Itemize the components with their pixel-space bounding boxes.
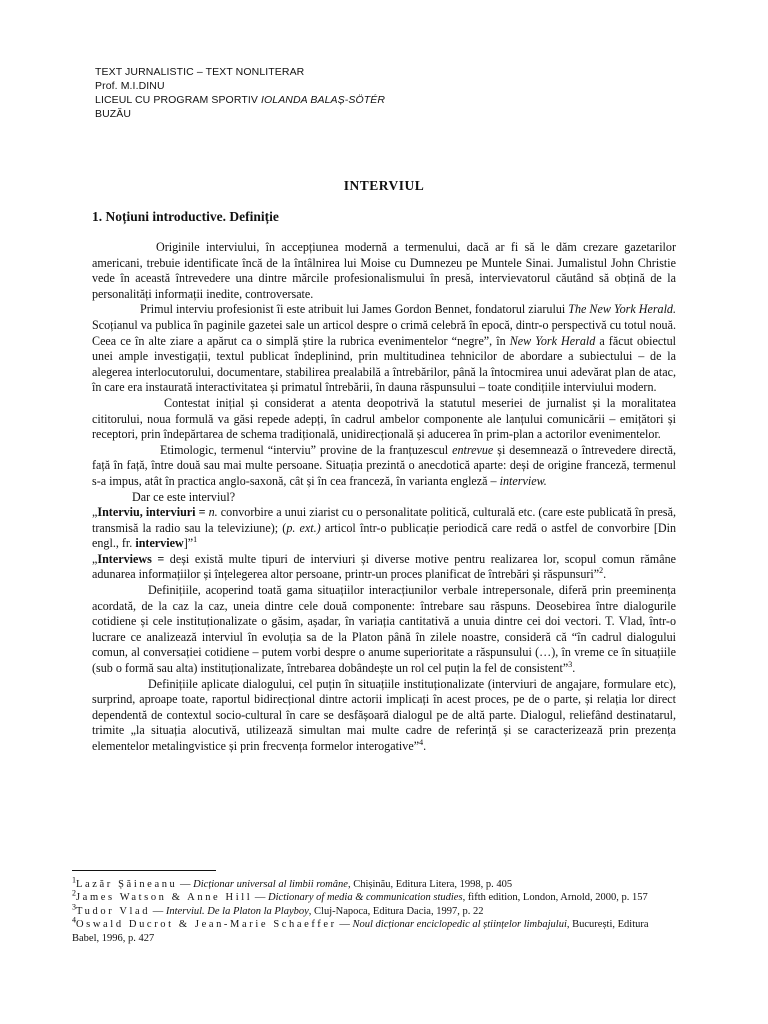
- footnotes: [72, 875, 676, 945]
- document-header: [95, 65, 385, 121]
- document-body: [92, 240, 676, 755]
- footnote-1: $^1$Lazăr Șăineanu — Dicționar universal al limbii române, Chișinău, Editura Litera, 1998, p. 405: [72, 875, 513, 890]
- header-line-city: BUZĂU: [95, 108, 132, 120]
- paragraph-first-interview: Primul interviu profesionist îi este atribuit lui James Gordon Bennet, fondatorul ziarului The New York Herald. Scoțianul va publica în paginile gazetei sale un articol despre o crimă celebră în epocă, dintr-o perspectivă cu totul nouă. Ceea ce în alte ziare a apărut ca o simplă știre la rubrica evenimentelor “negre”, în New York Herald a făcut obiectul unei ample investigații, textul publicat îndeplinind, prin multitudinea tehnicilor de abordare a subiectului – de la alegerea interlocutorului, documentare, stabilirea prealabilă a întrebărilor, până la întocmirea unui adevărat plan de atac, în care era instaurată interactivitatea și primatul întrebării, în dauna răspunsului – toate condițiile interviului modern.: [92, 302, 677, 395]
- paragraph-definitions: Definițiile, acoperind toată gama situațiilor interacțiunilor verbale intrepersonale, diferă prin preeminența acordată, de la caz la caz, uneia dintre cele două componente: întrebare sau răspuns. Deosebirea între dialogurile cotidiene și cele instituționalizate o găsim, așadar, în variația cantitativă a unuia dintre cei doi vectori. T. Vlad, într-o lucrare ce analizează interviul în evoluția sa de la Platon până în zilele noastre, consideră că “în cadrul dialogului comun, al conversației cotidiene – putem vorbi despre o anume superioritate a răspunsului (…), în vreme ce în situațiile (sub o formă sau alta) instituționalizate, întrebarea dobândește un rol cel puțin la fel de consistent”$^3$.: [92, 583, 676, 676]
- header-line-subject: TEXT JURNALISTIC – TEXT NONLITERAR: [95, 66, 305, 78]
- page-title: INTERVIUL: [343, 178, 425, 193]
- footnote-ref-1: 1: [193, 535, 198, 545]
- footnote-ref-3: 3: [568, 660, 573, 669]
- footnote-ref-4: 4: [419, 737, 424, 747]
- footnote-ref-2: 2: [599, 566, 604, 576]
- footnote-2: $^2$James Watson & Anne Hill — Dictionary of media & communication studies, fifth edition, London, Arnold, 2000, p. 157: [72, 888, 648, 904]
- paragraph-question: Dar ce este interviul?: [132, 489, 236, 504]
- footnote-separator: [72, 870, 216, 871]
- section-heading: 1. Noțiuni introductive. Definiție: [92, 209, 279, 224]
- header-line-teacher: Prof. M.I.DINU: [95, 80, 165, 92]
- paragraph-origins: Originile interviului, în accepțiunea modernă a termenului, dacă ar fi să le dăm crezare gazetarilor americani, trebuie identificate încă de la întâlnirea lui Moise cu Dumnezeu pe Muntele Sinai. Jumalistul John Christie vede în această întrevedere una dintre mărcile profesionalismului în presă, intervievatorul căutând să obțină de la personalități informații inedite, controversate.: [92, 240, 676, 301]
- paragraph-etymology: Etimologic, termenul “interviu” provine de la franțuzescul entrevue și desemnează o întrevedere directă, față în față, între două sau mai multe persoane. Situația prezintă o anecdotică aparte: deși de origine franceză, termenul s-a impus, atât în practica anglo-saxonă, cât și în cea franceză, în varianta engleză – interview.: [92, 442, 677, 488]
- footnote-3: $^3$Tudor Vlad — Interviul. De la Platon la Playboy, Cluj-Napoca, Editura Dacia, 1997, p. 22: [72, 902, 484, 917]
- paragraph-dialogue: Definițiile aplicate dialogului, cel puțin în situațiile instituționalizate (interviuri de angajare, formulare etc), surprind, aproape toate, raportul bidirecțional dintre actorii implicați în acest proces, pe de o parte, și relația lor direct dependentă de contextul socio-cultural în care se desfășoară dialogul pe de altă parte. Dialogul, reliefând destinatarul, trimite „la situația alocutivă, utilizează simultan mai multe cadre de referință și se caracterizează prin prezența elementelor metalingvistice și prin frecvența formelor interogative”$^4$.: [92, 676, 676, 753]
- header-line-school: LICEUL CU PROGRAM SPORTIV IOLANDA BALAȘ-SÖTÉR: [95, 94, 386, 106]
- school-name: IOLANDA BALAȘ-SÖTÉR: [260, 94, 386, 106]
- definition-interviu: „Interviu, interviuri = n. convorbire a unui ziarist cu o personalitate politică, culturală etc. (care este publicată în presă, transmisă la radio sau la televiziune); (p. ext.) articol într-o publicație periodică care redă o astfel de convorbire [Din engl., fr. interview]”$^1$: [92, 505, 677, 551]
- definition-interviews: „Interviews = deși există multe tipuri de interviuri și diverse motive pentru realizarea lor, scopul comun rămâne adunarea informațiilor și înțelegerea altor persoane, printr-un proces planificat de întrebări și răspunsuri”$^2$.: [92, 551, 676, 582]
- paragraph-contested: Contestat inițial și considerat a atenta deopotrivă la statutul meseriei de jurnalist și la moralitatea cititorului, noua formulă va găsi repede adepți, în cadrul ambelor componente ale lanțului comunicării – emițători și receptori, prin îndepărtarea de schema tradițională, unidirecțională și aducerea în prim-plan a actorilor evenimentelor.: [92, 395, 676, 442]
- footnote-4: $^4$Oswald Ducrot & Jean-Marie Schaeffer — Noul dicționar enciclopedic al științelor limbajului, București, Editura Babel, 1996, p. 427: [72, 915, 649, 944]
